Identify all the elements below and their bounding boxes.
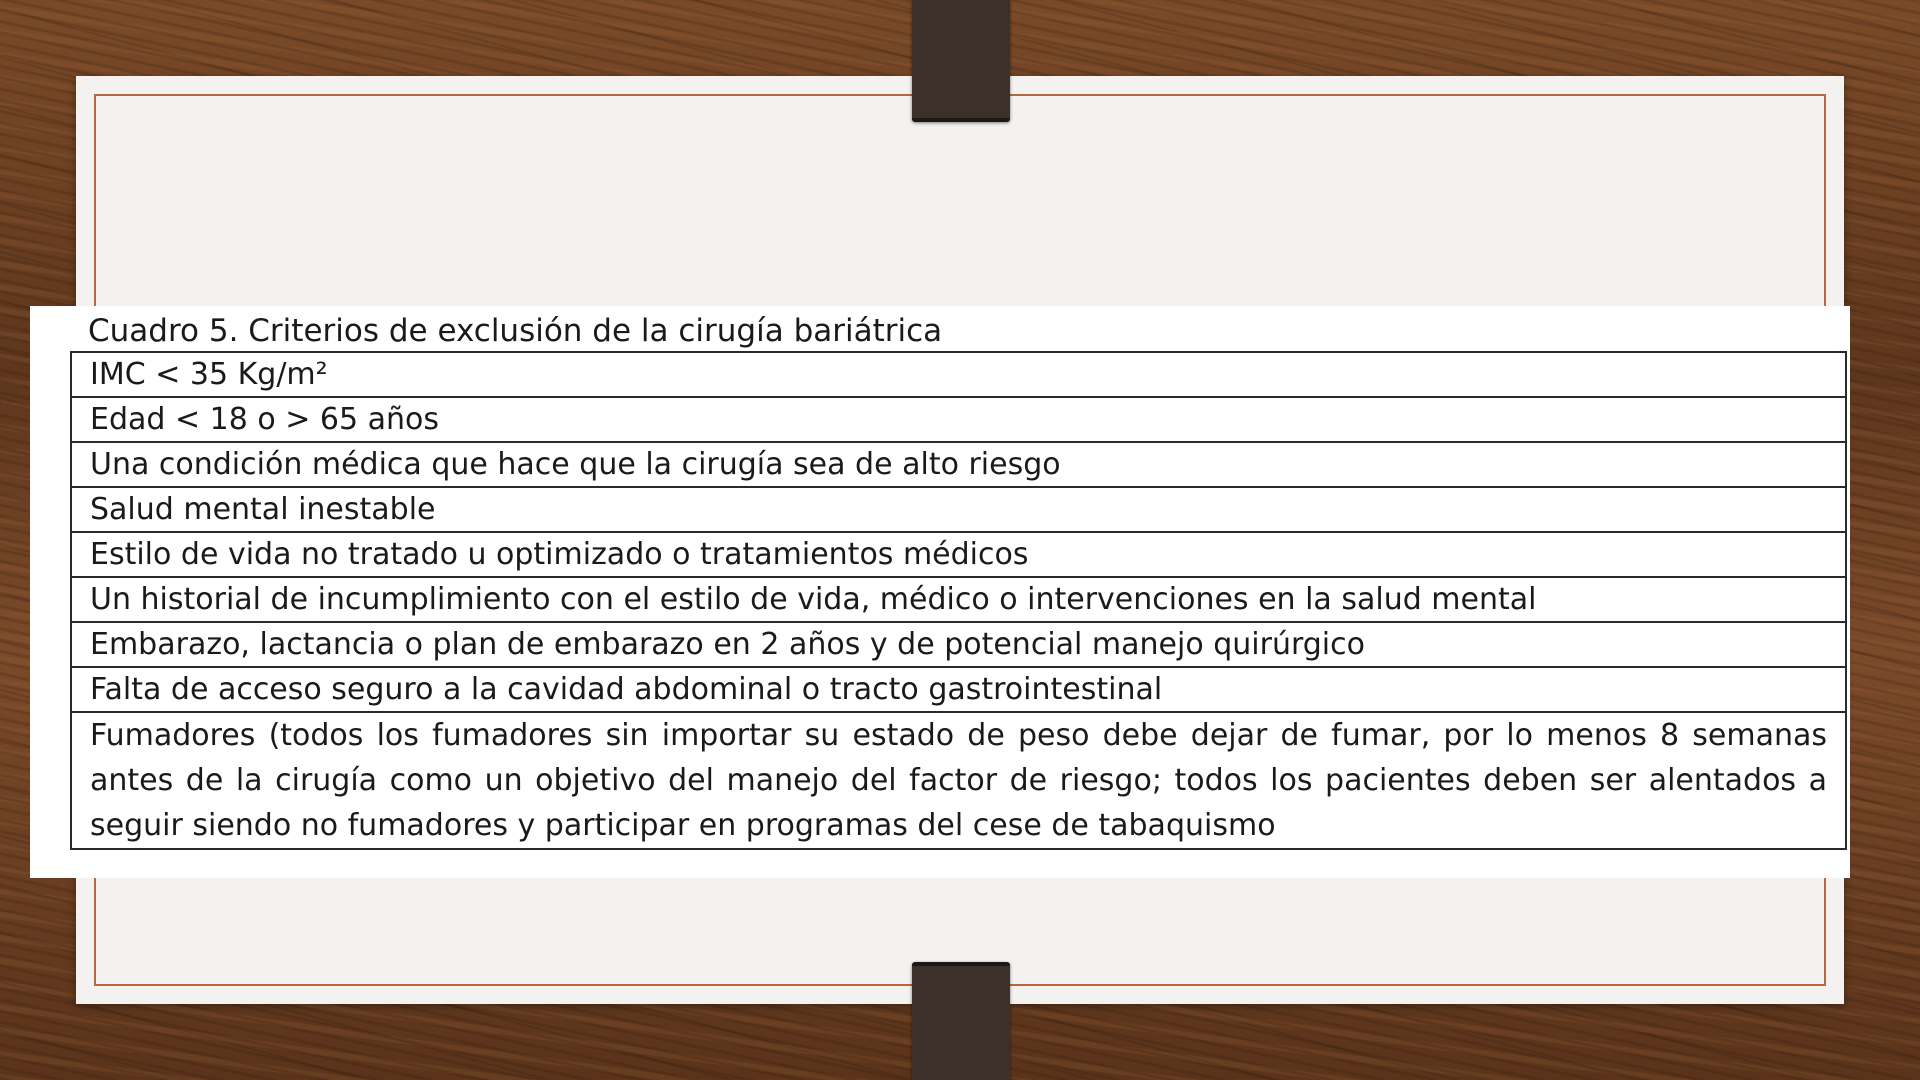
table-cell: Fumadores (todos los fumadores sin importar su estado de peso debe dejar de fumar, por lo menos 8 semanas antes de la cirugía como un objetivo del manejo del factor de riesgo; todos los pacientes deben ser alentados a seguir siendo no fumadores y participar en programas del cese de tabaquismo <box>71 712 1846 849</box>
table-caption: Cuadro 5. Criterios de exclusión de la cirugía bariátrica <box>88 313 943 349</box>
table-cell: Falta de acceso seguro a la cavidad abdominal o tracto gastrointestinal <box>71 667 1846 712</box>
table-image-panel <box>30 306 1850 878</box>
table-cell: IMC < 35 Kg/m² <box>71 352 1846 397</box>
bottom-binder-clip <box>912 962 1010 1080</box>
table-cell: Embarazo, lactancia o plan de embarazo en 2 años y de potencial manejo quirúrgico <box>71 622 1846 667</box>
table-row <box>71 442 1846 487</box>
table-row <box>71 397 1846 442</box>
table-row <box>71 352 1846 397</box>
table-row <box>71 532 1846 577</box>
table-row <box>71 577 1846 622</box>
table-row <box>71 712 1846 849</box>
top-binder-clip <box>912 0 1010 122</box>
exclusion-criteria-table <box>70 351 1847 850</box>
table-cell: Edad < 18 o > 65 años <box>71 397 1846 442</box>
table-cell: Un historial de incumplimiento con el estilo de vida, médico o intervenciones en la salud mental <box>71 577 1846 622</box>
table-cell: Salud mental inestable <box>71 487 1846 532</box>
table-cell: Estilo de vida no tratado u optimizado o tratamientos médicos <box>71 532 1846 577</box>
table-row <box>71 487 1846 532</box>
table-row <box>71 667 1846 712</box>
table-cell: Una condición médica que hace que la cirugía sea de alto riesgo <box>71 442 1846 487</box>
table-row <box>71 622 1846 667</box>
